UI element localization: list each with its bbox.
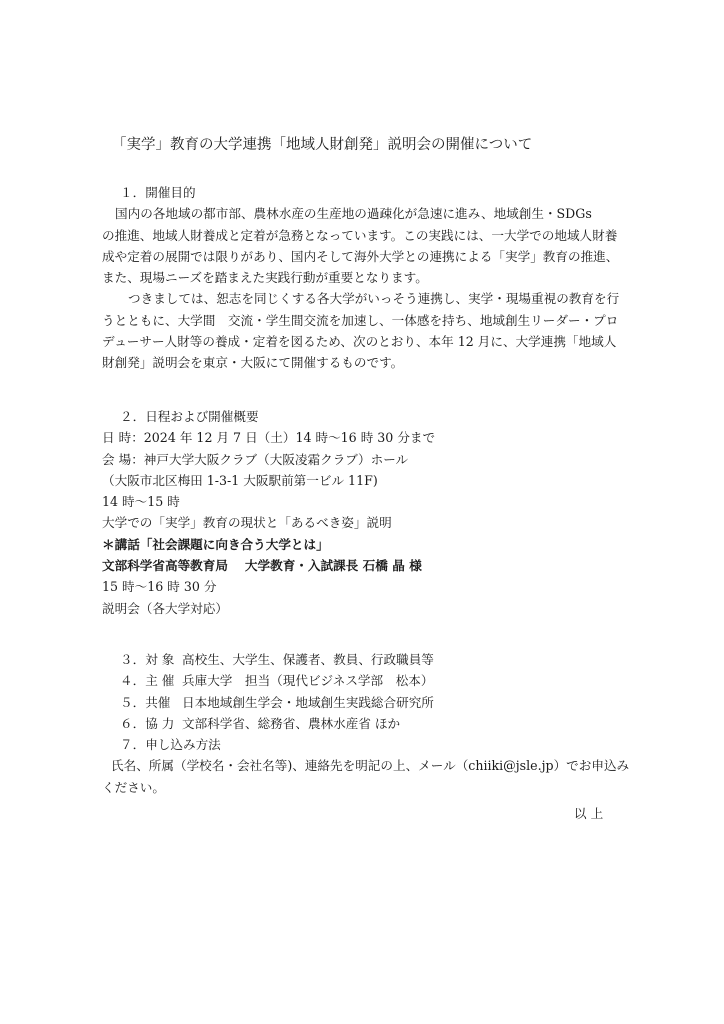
schedule-time-2: 15 時～16 時 30 分: [102, 579, 217, 595]
detail-row-support: [102, 713, 632, 734]
closing-mark: 以 上: [574, 806, 604, 821]
schedule-desc-1: 大学での「実学」教育の現状と「あるべき姿」説明: [102, 515, 392, 531]
detail-label: ３．対 象: [120, 652, 175, 667]
section-details: [102, 649, 632, 798]
paragraph-line: 国内の各地域の都市部、農林水産の生産地の過疎化が急速に進み、地域創生・SDGs: [115, 206, 592, 222]
paragraph-line: 成や定着の展開では限りがあり、国内そして海外大学との連携による「実学」教育の推進、: [102, 248, 619, 264]
detail-row-cohost: [102, 692, 632, 713]
schedule-date: 日 時：2024 年 12 月 7 日（土）14 時～16 時 30 分まで: [102, 430, 436, 446]
application-line: 氏名、所属（学校名・会社名等)、連絡先を明記の上、メール（chiiki@jsle.jp）でお申込み: [111, 758, 630, 774]
schedule-address: （大阪市北区梅田 1-3-1 大阪駅前第一ビル 11F): [102, 472, 378, 488]
detail-label: ４．主 催: [120, 673, 175, 689]
schedule-venue: 会 場：神戸大学大阪クラブ（大阪凌霜クラブ）ホール: [102, 451, 409, 467]
paragraph-line: 財創発」説明会を東京・大阪にて開催するものです。: [102, 355, 404, 371]
detail-row-organizer: [102, 670, 632, 691]
paragraph-line: また、現場ニーズを踏まえた実践行動が重要となります。: [102, 270, 428, 286]
detail-value: 文部科学省、総務省、農林水産省 ほか: [182, 715, 401, 731]
paragraph-line: つきましては、恕志を同じくする各大学がいっそう連携し、実学・現場重視の教育を行: [128, 291, 620, 307]
schedule-desc-2: 説明会（各大学対応）: [102, 600, 228, 616]
paragraph-line: デューサー人財等の養成・定着を図るため、次のとおり、本年 12 月に、大学連携「地域人: [102, 334, 617, 350]
section-purpose: [102, 182, 632, 374]
section-schedule: [102, 406, 632, 619]
detail-row-target: [102, 649, 632, 670]
application-line: ください。: [102, 779, 165, 795]
detail-value: 高校生、大学生、保護者、教員、行政職員等: [182, 652, 434, 667]
detail-value: 兵庫大学 担当（現代ビジネス学部 松本）: [182, 673, 434, 689]
lecture-speaker: 文部科学省高等教育局 大学教育・入試課長 石橋 晶 様: [102, 558, 422, 574]
detail-label: ５．共催: [120, 694, 171, 710]
section-heading: １．開催目的: [120, 185, 196, 200]
section-heading: ７．申し込み方法: [120, 737, 221, 753]
paragraph-line: の推進、地域人財養成と定着が急務となっています。この実践には、一大学での地域人財養: [102, 227, 618, 243]
document-title: 「実学」教育の大学連携「地域人財創発」説明会の開催について: [112, 137, 533, 153]
lecture-title: ＊講話「社会課題に向き合う大学とは」: [102, 536, 329, 552]
detail-label: ６．協 力: [120, 715, 175, 731]
schedule-time-1: 14 時～15 時: [102, 494, 180, 510]
section-heading: ２．日程および開催概要: [120, 409, 259, 424]
paragraph-line: うとともに、大学間 交流・学生間交流を加速し、一体感を持ち、地域創生リーダー・プロ: [102, 312, 619, 328]
detail-value: 日本地域創生学会・地域創生実践総合研究所: [182, 694, 434, 710]
